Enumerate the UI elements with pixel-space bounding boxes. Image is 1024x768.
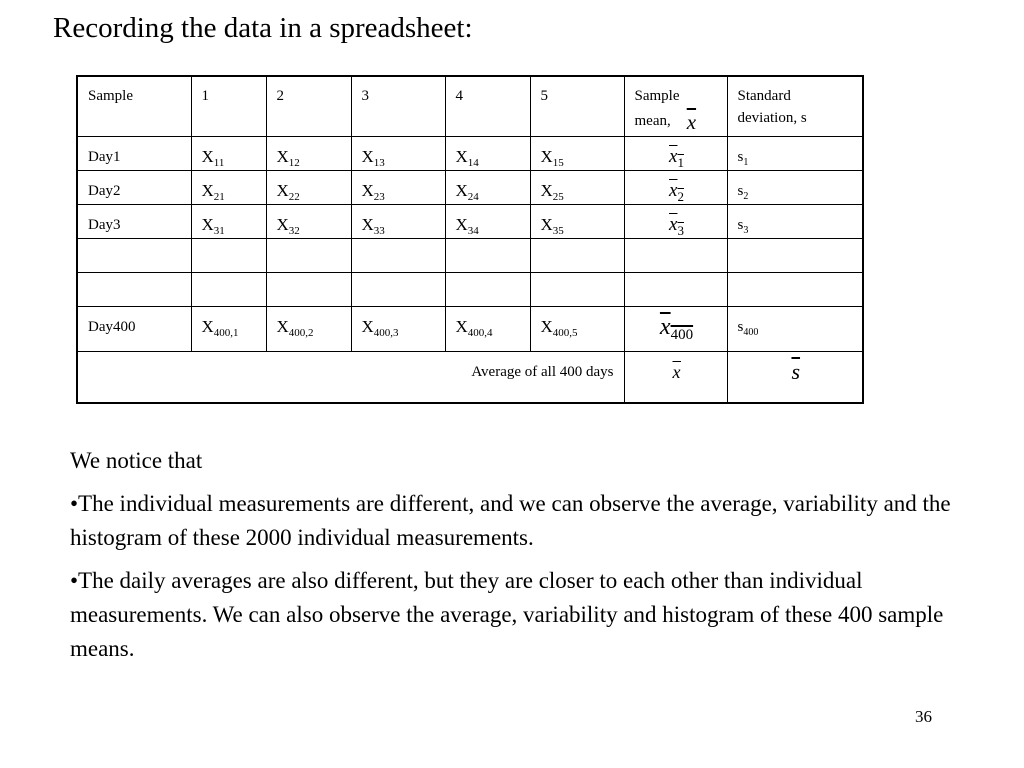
- cell-base: X: [361, 180, 374, 200]
- header-label: Sample mean,: [634, 88, 680, 129]
- header-label: Standard deviation, s: [737, 88, 807, 126]
- mean-symbol: x: [669, 179, 678, 201]
- empty-row: [77, 272, 863, 306]
- empty-cell: [191, 272, 266, 306]
- xbar-symbol: $\overline{x}$: [686, 110, 697, 134]
- measurement-cell: [351, 306, 445, 351]
- header-label: 5: [540, 88, 548, 104]
- cell-base: X: [540, 180, 553, 200]
- measurement-cell: [351, 136, 445, 170]
- cell-subscript: 400,1: [213, 326, 239, 339]
- empty-cell: [351, 272, 445, 306]
- cell-base: X: [201, 214, 214, 234]
- table-row: [77, 204, 863, 238]
- notes-bullet-1: •The individual measurements are different, and we can observe the average, variability and the histogram of these 2000 individual measurements.: [70, 491, 951, 550]
- cell-base: X: [276, 316, 289, 336]
- std-dev-cell: [727, 136, 863, 170]
- sample-mean-cell: [624, 136, 727, 170]
- header-row: [77, 76, 863, 136]
- measurement-cell: [351, 170, 445, 204]
- header-cell-3: [351, 76, 445, 136]
- empty-cell: [77, 238, 191, 272]
- cell-base: s: [737, 216, 744, 233]
- cell-subscript: 1: [743, 156, 749, 168]
- cell-subscript: 21: [213, 190, 225, 203]
- header-label: 4: [455, 88, 463, 104]
- sample-mean-cell: [624, 170, 727, 204]
- cell-base: X: [540, 316, 553, 336]
- header-cell-std-dev: [727, 76, 863, 136]
- grand-mean-cell: [624, 351, 727, 403]
- table-row: [77, 306, 863, 351]
- grand-mean-symbol: [673, 361, 681, 381]
- cell-subscript: 3: [743, 224, 749, 236]
- mean-subscript: 2: [677, 188, 684, 204]
- std-dev-cell: [727, 204, 863, 238]
- cell-subscript: 400: [743, 326, 759, 338]
- spreadsheet-table: [76, 75, 864, 404]
- notes-section: [70, 444, 960, 675]
- header-cell-sample: [77, 76, 191, 136]
- empty-row: [77, 238, 863, 272]
- measurement-cell: [191, 170, 266, 204]
- cell-subscript: 22: [288, 190, 300, 203]
- empty-cell: [530, 272, 624, 306]
- cell-base: X: [455, 316, 468, 336]
- cell-base: X: [276, 180, 289, 200]
- cell-base: X: [361, 146, 374, 166]
- mean-symbol: x: [669, 145, 678, 167]
- cell-subscript: 31: [213, 224, 225, 237]
- cell-subscript: 12: [288, 156, 300, 169]
- avg-std-dev-cell: [727, 351, 863, 403]
- mean-symbol: x: [659, 313, 671, 340]
- cell-subscript: 24: [467, 190, 479, 203]
- measurement-cell: [191, 306, 266, 351]
- empty-cell: [77, 272, 191, 306]
- empty-cell: [624, 238, 727, 272]
- slide-title: Recording the data in a spreadsheet:: [53, 12, 473, 44]
- empty-cell: [191, 238, 266, 272]
- header-cell-sample-mean: [624, 76, 727, 136]
- cell-subscript: 400,2: [288, 326, 314, 339]
- row-label: Day2: [77, 170, 191, 204]
- cell-base: X: [201, 316, 214, 336]
- row-label: Day1: [77, 136, 191, 170]
- cell-subscript: 11: [213, 156, 225, 169]
- header-cell-5: [530, 76, 624, 136]
- cell-subscript: 15: [552, 156, 564, 169]
- measurement-cell: [530, 306, 624, 351]
- cell-subscript: 14: [467, 156, 479, 169]
- average-row: [77, 351, 863, 403]
- notes-bullet-2: •The daily averages are also different, but they are closer to each other than individual measurements. We can also observe the average, variability and histogram of these 400 sample means.: [70, 568, 944, 661]
- empty-cell: [530, 238, 624, 272]
- measurement-cell: [530, 170, 624, 204]
- cell-subscript: 400,5: [552, 326, 578, 339]
- cell-base: X: [455, 180, 468, 200]
- notes-intro: We notice that: [70, 448, 203, 473]
- header-cell-1: [191, 76, 266, 136]
- measurement-cell: [530, 136, 624, 170]
- std-dev-cell: [727, 306, 863, 351]
- xbar-symbol: [669, 146, 684, 168]
- measurement-cell: [445, 306, 530, 351]
- cell-base: X: [361, 316, 374, 336]
- cell-base: X: [201, 180, 214, 200]
- measurement-cell: [266, 136, 351, 170]
- xbar-symbol: [669, 180, 684, 202]
- header-label: 3: [361, 88, 369, 104]
- measurement-cell: [530, 204, 624, 238]
- empty-cell: [445, 238, 530, 272]
- mean-symbol: x: [669, 213, 678, 235]
- measurement-cell: [266, 306, 351, 351]
- header-cell-4: [445, 76, 530, 136]
- grand-mean-letter: $\overline{x}$: [672, 361, 681, 382]
- mean-subscript: 3: [677, 222, 684, 238]
- header-label: 2: [276, 88, 284, 104]
- cell-subscript: 13: [373, 156, 385, 169]
- cell-base: X: [361, 214, 374, 234]
- measurement-cell: [445, 170, 530, 204]
- cell-subscript: 32: [288, 224, 300, 237]
- cell-base: X: [201, 146, 214, 166]
- table-row: [77, 136, 863, 170]
- row-label: Day400: [77, 306, 191, 351]
- cell-subscript: 2: [743, 190, 749, 202]
- empty-cell: [624, 272, 727, 306]
- xbar-symbol: [659, 313, 694, 343]
- empty-cell: [727, 272, 863, 306]
- sample-mean-cell: [624, 306, 727, 351]
- sbar-symbol: $\overline{s}$: [791, 358, 801, 384]
- empty-cell: [266, 238, 351, 272]
- cell-base: X: [276, 214, 289, 234]
- page-number: 36: [915, 707, 932, 726]
- xbar-symbol: [669, 214, 684, 236]
- average-label: Average of all 400 days: [77, 351, 624, 403]
- cell-base: X: [455, 214, 468, 234]
- table-row: [77, 170, 863, 204]
- mean-subscript: 1: [677, 154, 684, 170]
- cell-subscript: 25: [552, 190, 564, 203]
- measurement-cell: [266, 170, 351, 204]
- cell-base: s: [737, 182, 744, 199]
- std-dev-cell: [727, 170, 863, 204]
- row-label: Day3: [77, 204, 191, 238]
- measurement-cell: [266, 204, 351, 238]
- cell-subscript: 35: [552, 224, 564, 237]
- measurement-cell: [351, 204, 445, 238]
- measurement-cell: [445, 204, 530, 238]
- header-cell-2: [266, 76, 351, 136]
- cell-subscript: 23: [373, 190, 385, 203]
- cell-base: X: [540, 214, 553, 234]
- cell-subscript: 400,3: [373, 326, 399, 339]
- empty-cell: [266, 272, 351, 306]
- cell-base: s: [737, 148, 744, 165]
- cell-base: X: [276, 146, 289, 166]
- cell-base: X: [455, 146, 468, 166]
- cell-subscript: 400,4: [467, 326, 493, 339]
- empty-cell: [727, 238, 863, 272]
- cell-subscript: 34: [467, 224, 479, 237]
- measurement-cell: [191, 136, 266, 170]
- measurement-cell: [445, 136, 530, 170]
- sample-mean-cell: [624, 204, 727, 238]
- measurement-cell: [191, 204, 266, 238]
- header-label: 1: [201, 88, 209, 104]
- cell-base: s: [737, 318, 744, 335]
- cell-subscript: 33: [373, 224, 385, 237]
- empty-cell: [351, 238, 445, 272]
- mean-subscript: 400: [670, 326, 694, 343]
- empty-cell: [445, 272, 530, 306]
- cell-base: X: [540, 146, 553, 166]
- header-label: Sample: [88, 88, 133, 104]
